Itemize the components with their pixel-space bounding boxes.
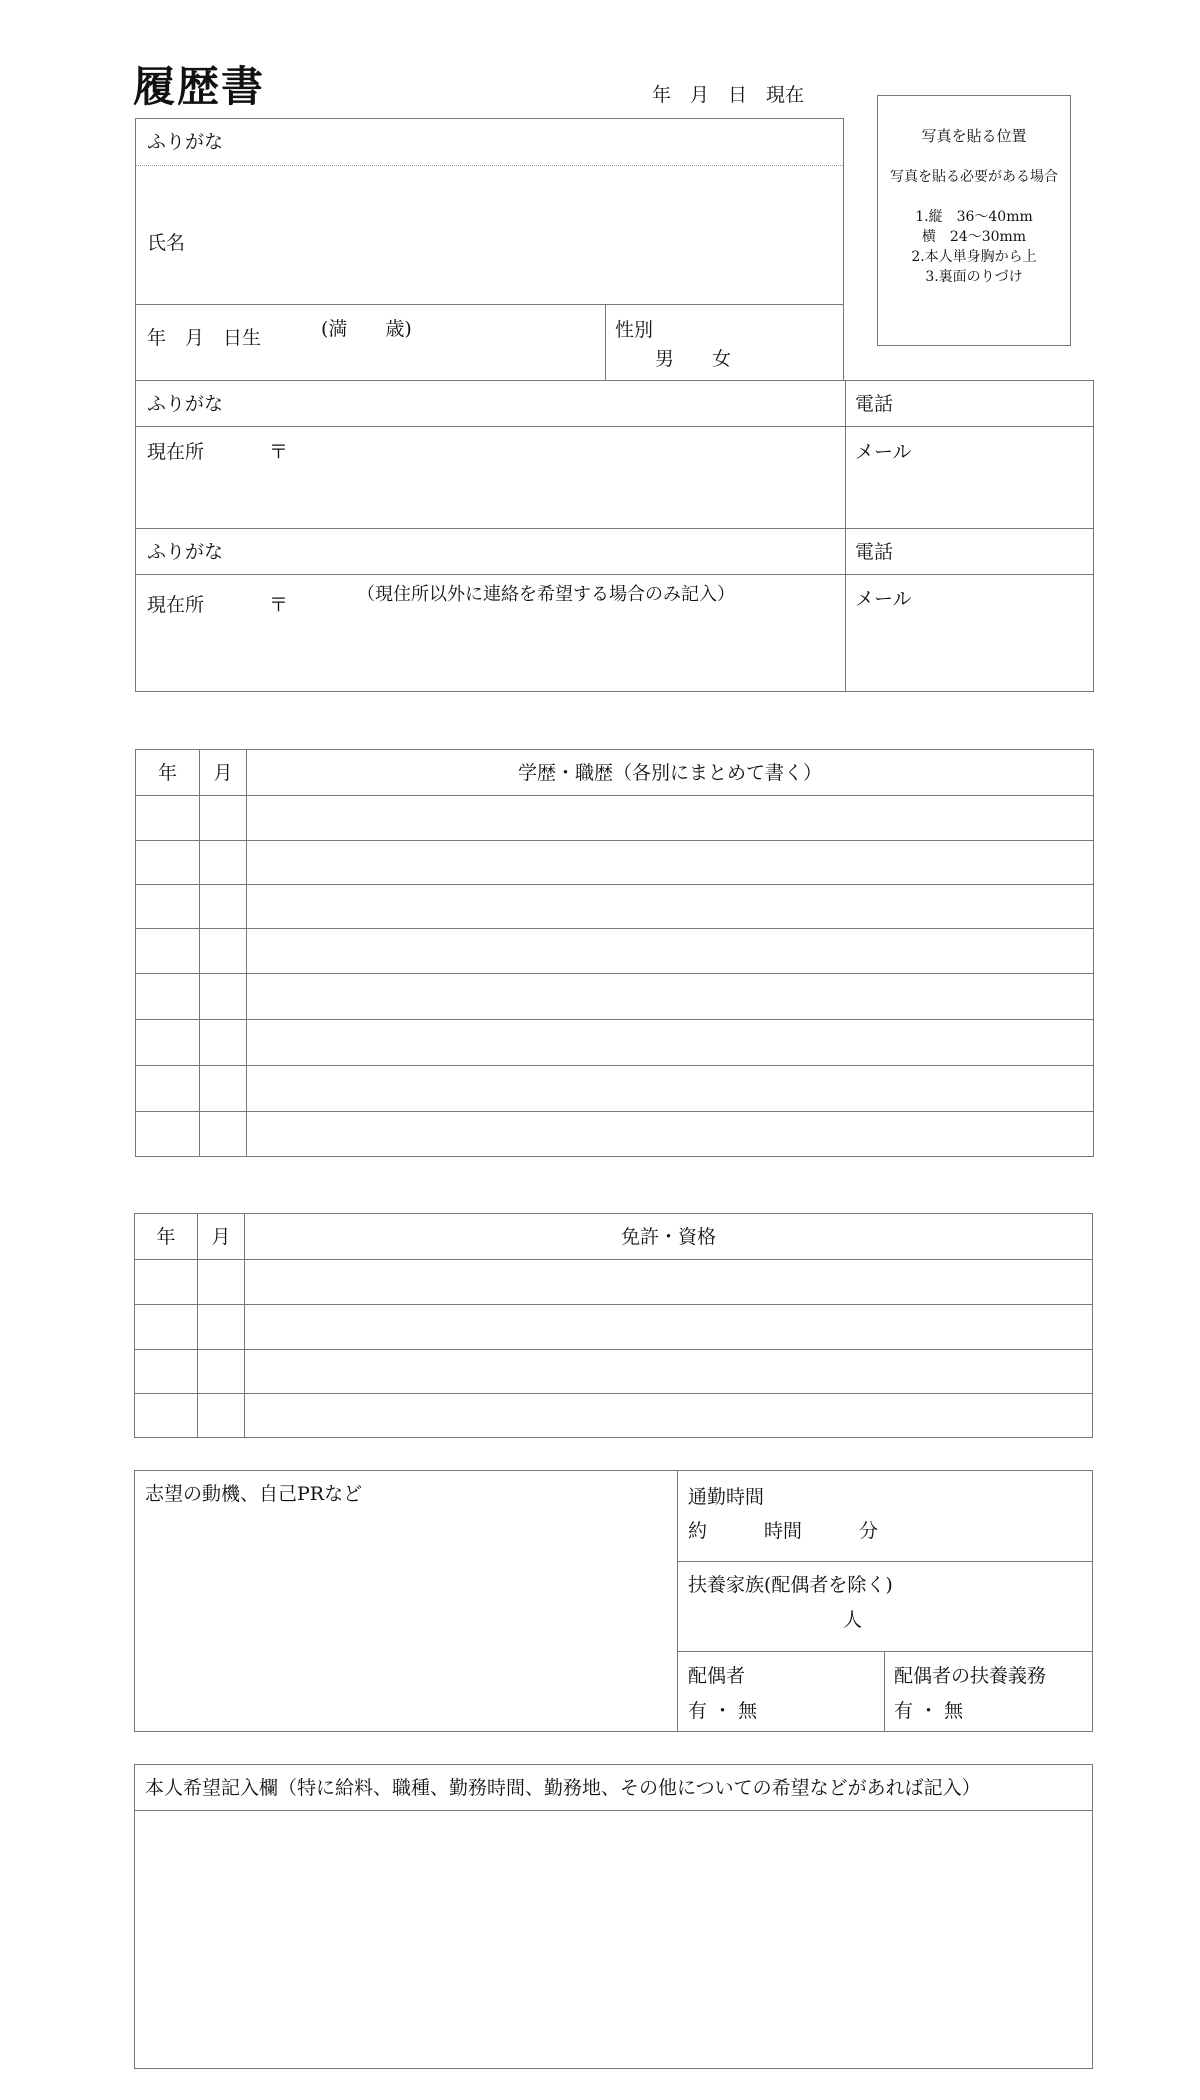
address2-phone-label: 電話 xyxy=(855,541,894,563)
history-row[interactable] xyxy=(136,929,1093,973)
photo-spec-3: 2.本人単身胸から上 xyxy=(911,249,1037,265)
name-field[interactable] xyxy=(230,170,830,300)
license-row[interactable] xyxy=(135,1394,1092,1437)
spouse-divider xyxy=(884,1652,885,1731)
dependents-label: 扶養家族(配偶者を除く) xyxy=(688,1574,893,1596)
licenses-month-header: 月 xyxy=(211,1226,231,1248)
dependents-unit[interactable]: 人 xyxy=(843,1609,863,1631)
wishes-label: 本人希望記入欄（特に給料、職種、勤務時間、勤務地、その他についての希望などがあれば記入） xyxy=(145,1777,981,1799)
address2-furigana-divider xyxy=(136,574,1093,575)
history-row[interactable] xyxy=(136,974,1093,1019)
contact-divider xyxy=(845,381,846,691)
commute-label: 通勤時間 xyxy=(688,1486,765,1508)
name-furigana-label: ふりがな xyxy=(147,131,224,153)
address1-phone-label: 電話 xyxy=(855,393,894,415)
history-month-header: 月 xyxy=(213,762,233,784)
address1-mail-field[interactable] xyxy=(930,432,1090,524)
license-row[interactable] xyxy=(135,1350,1092,1393)
history-row[interactable] xyxy=(136,796,1093,840)
photo-heading: 写真を貼る位置 xyxy=(921,127,1027,145)
commute-divider xyxy=(678,1561,1092,1562)
address1-furigana-divider xyxy=(136,426,1093,427)
history-content-header: 学歴・職歴（各別にまとめて書く） xyxy=(517,762,822,784)
address1-field[interactable] xyxy=(300,432,840,524)
age-label[interactable]: (満 歳) xyxy=(321,318,412,340)
history-row[interactable] xyxy=(136,885,1093,928)
address1-furigana-field[interactable] xyxy=(260,384,840,424)
gender-label: 性別 xyxy=(615,319,654,341)
license-row[interactable] xyxy=(135,1305,1092,1349)
date-label[interactable]: 年 月 日 現在 xyxy=(652,84,805,106)
address2-furigana-label: ふりがな xyxy=(147,541,224,563)
birth-date-label[interactable]: 年 月 日生 xyxy=(147,327,262,349)
address2-phone-field[interactable] xyxy=(910,532,1090,572)
address2-furigana-field[interactable] xyxy=(260,532,840,572)
spouse-support-label: 配偶者の扶養義務 xyxy=(894,1665,1047,1687)
dependents-divider xyxy=(678,1651,1092,1652)
motivation-divider xyxy=(677,1471,678,1731)
address2-mail-label: メール xyxy=(855,588,912,610)
photo-spec-2: 横 24～30mm xyxy=(921,229,1027,245)
address1-postal-mark: 〒 xyxy=(269,441,289,463)
commute-value[interactable]: 約 時間 分 xyxy=(688,1520,879,1542)
address1-furigana-label: ふりがな xyxy=(147,393,224,415)
spouse-support-options[interactable]: 有 ・ 無 xyxy=(894,1700,964,1722)
licenses-year-header: 年 xyxy=(156,1226,176,1248)
history-row[interactable] xyxy=(136,1020,1093,1065)
license-row[interactable] xyxy=(135,1260,1092,1304)
address2-mail-field[interactable] xyxy=(930,580,1090,688)
address1-phone-field[interactable] xyxy=(910,384,1090,424)
photo-note: 写真を貼る必要がある場合 xyxy=(890,169,1058,185)
address-entry-divider xyxy=(136,528,1093,529)
name-divider xyxy=(136,304,843,305)
document-title: 履歴書 xyxy=(133,62,266,111)
address2-field[interactable] xyxy=(300,615,840,687)
history-year-header: 年 xyxy=(157,762,177,784)
gender-divider xyxy=(605,305,606,381)
history-row[interactable] xyxy=(136,1066,1093,1111)
address2-label: 現在所 xyxy=(147,594,205,616)
name-label: 氏名 xyxy=(147,232,186,254)
history-row[interactable] xyxy=(136,1112,1093,1156)
wishes-field[interactable] xyxy=(135,1811,1092,2068)
spouse-options[interactable]: 有 ・ 無 xyxy=(688,1700,758,1722)
name-furigana-field[interactable] xyxy=(270,121,830,163)
address2-note: （現住所以外に連絡を希望する場合のみ記入） xyxy=(357,584,735,605)
photo-spec-1: 1.縦 36～40mm xyxy=(915,209,1033,225)
history-row[interactable] xyxy=(136,841,1093,884)
photo-spec-4: 3.裏面のりづけ xyxy=(925,269,1023,285)
spouse-label: 配偶者 xyxy=(688,1665,746,1687)
furigana-divider xyxy=(136,165,843,166)
address1-label: 現在所 xyxy=(147,441,205,463)
address1-mail-label: メール xyxy=(855,441,912,463)
licenses-content-header: 免許・資格 xyxy=(620,1226,716,1248)
motivation-field[interactable] xyxy=(140,1515,670,1725)
address2-postal-mark: 〒 xyxy=(269,594,289,616)
gender-options[interactable]: 男 女 xyxy=(655,348,732,370)
photo-placeholder[interactable] xyxy=(877,95,1071,346)
motivation-label: 志望の動機、自己PRなど xyxy=(145,1483,363,1505)
